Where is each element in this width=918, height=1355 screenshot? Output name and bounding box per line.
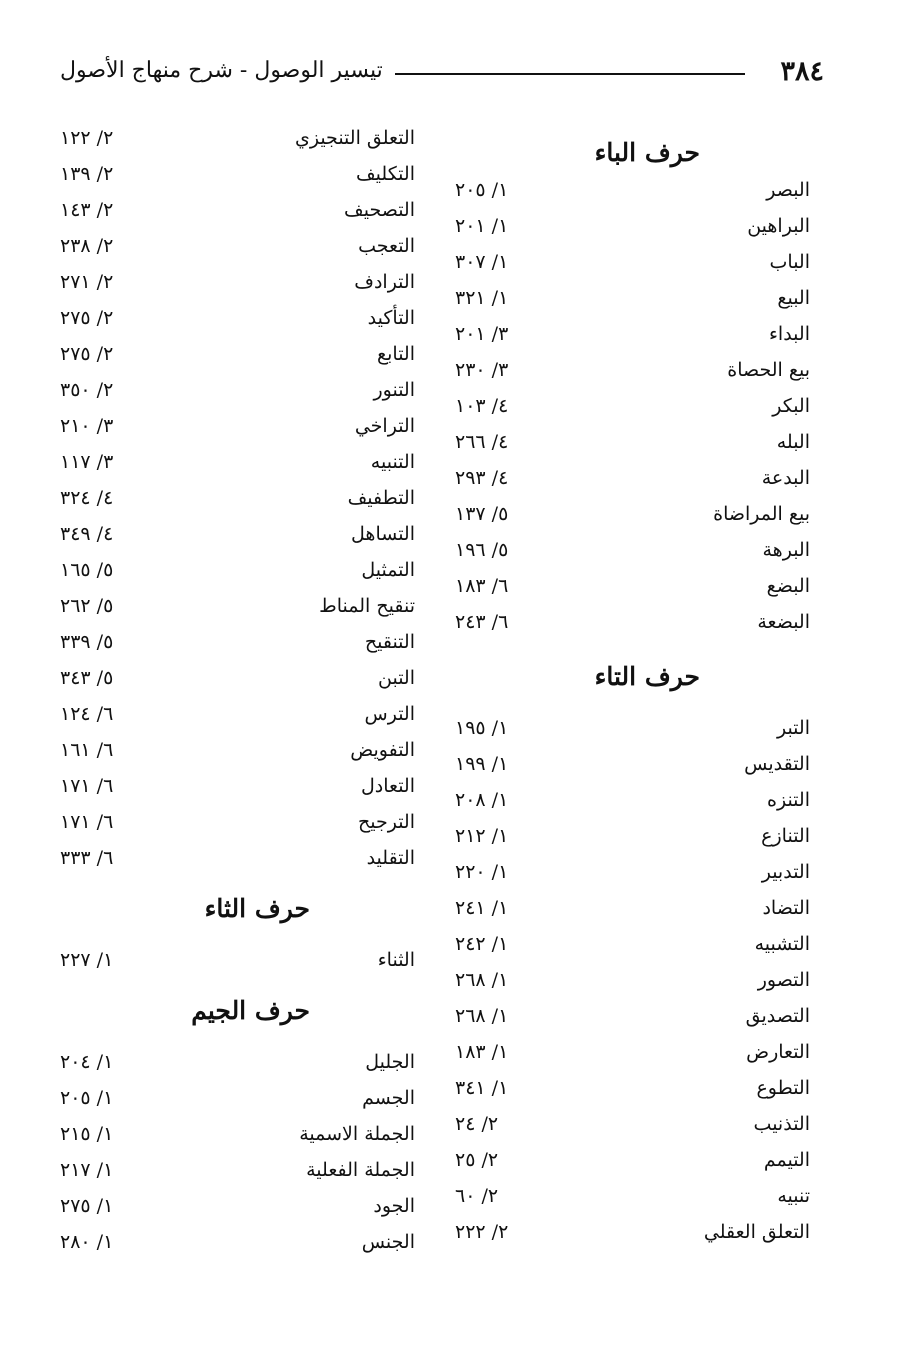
continued-ta-entries (60, 120, 415, 876)
entry-term: التكليف (356, 163, 415, 185)
index-entry (455, 244, 810, 280)
entry-term: التساهل (351, 523, 415, 545)
entry-reference: ١/ ٢٦٨ (455, 1005, 509, 1027)
index-entry (455, 352, 810, 388)
entry-term: الجسم (362, 1087, 415, 1109)
index-entry (60, 1044, 415, 1080)
entry-term: التصديق (745, 1005, 810, 1027)
entry-reference: ٣/ ٢٣٠ (455, 359, 509, 381)
entry-reference: ٥/ ٣٣٩ (60, 631, 114, 653)
entry-term: التصحيف (344, 199, 415, 221)
entry-reference: ٣/ ١١٧ (60, 451, 114, 473)
index-entry (60, 624, 415, 660)
index-entry (60, 408, 415, 444)
index-entry (455, 710, 810, 746)
entry-reference: ٦/ ١٧١ (60, 775, 114, 797)
entry-term: التفويض (350, 739, 415, 761)
index-entry (60, 336, 415, 372)
entry-reference: ١/ ٢١٥ (60, 1123, 114, 1145)
entry-reference: ٢/ ٢٧٥ (60, 307, 114, 329)
entry-term: التنازع (761, 825, 810, 847)
entry-term: الترس (364, 703, 415, 725)
entry-term: التبن (378, 667, 415, 689)
entry-reference: ٢/ ٦٠ (455, 1185, 499, 1207)
entry-reference: ٢/ ١٣٩ (60, 163, 114, 185)
entry-term: تنقيح المناط (319, 595, 415, 617)
page-number: ٣٨٤ (780, 56, 824, 87)
entry-term: الجليل (365, 1051, 415, 1073)
index-entry (60, 696, 415, 732)
index-entry (455, 926, 810, 962)
index-entry (60, 1080, 415, 1116)
entry-reference: ١/ ٢٤٢ (455, 933, 509, 955)
header-rule (395, 73, 745, 75)
index-entry (60, 942, 415, 978)
entry-term: التعلق التنجيزي (294, 127, 415, 149)
entry-reference: ١/ ١٩٩ (455, 753, 509, 775)
index-entry (455, 172, 810, 208)
index-entry (455, 1106, 810, 1142)
entry-term: التشبيه (754, 933, 810, 955)
entry-reference: ٢/ ٢٤ (455, 1113, 499, 1135)
index-entry (60, 840, 415, 876)
index-entry (455, 962, 810, 998)
index-entry (60, 1224, 415, 1260)
index-entry (455, 496, 810, 532)
entry-reference: ٤/ ٣٢٤ (60, 487, 114, 509)
entry-reference: ٢/ ٢٣٨ (60, 235, 114, 257)
entry-term: التدبير (761, 861, 810, 883)
index-entry (60, 516, 415, 552)
entry-term: التصور (757, 969, 810, 991)
entry-reference: ٤/ ٣٤٩ (60, 523, 114, 545)
section-ta-entries (455, 710, 810, 1250)
entry-term: البداء (769, 323, 810, 345)
entry-reference: ١/ ٢٠٥ (60, 1087, 114, 1109)
index-entry (60, 120, 415, 156)
index-entry (60, 444, 415, 480)
index-entry (60, 732, 415, 768)
book-title: تيسير الوصول - شرح منهاج الأصول (60, 58, 383, 83)
entry-reference: ١/ ٢١٧ (60, 1159, 114, 1181)
entry-reference: ٦/ ١٦١ (60, 739, 114, 761)
index-entry (60, 264, 415, 300)
entry-term: الجملة الفعلية (306, 1159, 415, 1181)
entry-term: التنقيح (364, 631, 415, 653)
entry-term: التابع (377, 343, 415, 365)
entry-term: التنور (373, 379, 415, 401)
entry-reference: ١/ ١٩٥ (455, 717, 509, 739)
index-entry (455, 1070, 810, 1106)
entry-term: الجنس (361, 1231, 415, 1253)
entry-term: بيع الحصاة (727, 359, 810, 381)
entry-term: التضاد (762, 897, 810, 919)
entry-reference: ١/ ٢٧٥ (60, 1195, 114, 1217)
index-entry (455, 818, 810, 854)
entry-reference: ٢/ ١٢٢ (60, 127, 114, 149)
entry-term: الثناء (377, 949, 415, 971)
entry-reference: ٦/ ٣٣٣ (60, 847, 114, 869)
index-entry (455, 1034, 810, 1070)
entry-reference: ٥/ ٢٦٢ (60, 595, 114, 617)
entry-term: تنبيه (777, 1185, 810, 1207)
entry-reference: ١/ ٣٠٧ (455, 251, 509, 273)
index-entry (455, 532, 810, 568)
entry-term: البرهة (762, 539, 810, 561)
entry-term: الجود (373, 1195, 415, 1217)
left-column (60, 120, 415, 1270)
right-column (455, 120, 810, 1270)
entry-reference: ١/ ٣٤١ (455, 1077, 509, 1099)
entry-reference: ١/ ٢٠٥ (455, 179, 509, 201)
entry-reference: ٤/ ٢٦٦ (455, 431, 509, 453)
entry-term: التطفيف (347, 487, 415, 509)
entry-reference: ٤/ ١٠٣ (455, 395, 509, 417)
index-entry (455, 782, 810, 818)
entry-term: التعجب (358, 235, 415, 257)
entry-reference: ١/ ٢١٢ (455, 825, 509, 847)
entry-reference: ٦/ ٢٤٣ (455, 611, 509, 633)
index-entry (60, 300, 415, 336)
section-heading-ba: حرف الباء (594, 138, 700, 167)
entry-reference: ٢/ ١٤٣ (60, 199, 114, 221)
entry-reference: ٦/ ١٢٤ (60, 703, 114, 725)
entry-reference: ٥/ ٣٤٣ (60, 667, 114, 689)
entry-term: التنبيه (370, 451, 415, 473)
entry-term: التأكيد (367, 307, 415, 329)
entry-reference: ١/ ٢٨٠ (60, 1231, 114, 1253)
index-entry (455, 1142, 810, 1178)
entry-reference: ١/ ٢٢٧ (60, 949, 114, 971)
index-entry (60, 228, 415, 264)
section-jim-entries (60, 1044, 415, 1260)
index-entry (60, 156, 415, 192)
entry-term: بيع المراضاة (713, 503, 810, 525)
entry-reference: ٢/ ٢٥ (455, 1149, 499, 1171)
entry-reference: ٢/ ٢٧١ (60, 271, 114, 293)
entry-term: التيمم (763, 1149, 810, 1171)
entry-term: البكر (772, 395, 810, 417)
index-entry (455, 1214, 810, 1250)
index-entry (60, 1116, 415, 1152)
entry-reference: ١/ ٢٠٤ (60, 1051, 114, 1073)
entry-term: البراهين (747, 215, 810, 237)
index-entry (60, 192, 415, 228)
entry-reference: ٥/ ١٩٦ (455, 539, 509, 561)
index-entry (60, 1188, 415, 1224)
index-entry (60, 804, 415, 840)
entry-term: التقليد (366, 847, 415, 869)
index-entry (455, 316, 810, 352)
entry-reference: ٦/ ١٨٣ (455, 575, 509, 597)
index-entry (455, 746, 810, 782)
entry-reference: ٥/ ١٦٥ (60, 559, 114, 581)
entry-term: البضع (766, 575, 810, 597)
entry-reference: ١/ ١٨٣ (455, 1041, 509, 1063)
index-entry (455, 388, 810, 424)
index-entry (455, 854, 810, 890)
entry-reference: ٣/ ٢١٠ (60, 415, 114, 437)
entry-term: البصر (766, 179, 810, 201)
section-heading-tha: حرف الثاء (204, 894, 310, 923)
index-entry (455, 424, 810, 460)
entry-reference: ٥/ ١٣٧ (455, 503, 509, 525)
entry-reference: ٣/ ٢٠١ (455, 323, 509, 345)
index-entry (60, 480, 415, 516)
entry-term: الجملة الاسمية (299, 1123, 415, 1145)
entry-term: التقديس (744, 753, 810, 775)
entry-term: التبر (776, 717, 810, 739)
index-entry (60, 372, 415, 408)
entry-reference: ١/ ٢٤١ (455, 897, 509, 919)
entry-reference: ٢/ ٣٥٠ (60, 379, 114, 401)
entry-term: التذنيب (753, 1113, 810, 1135)
entry-reference: ٢/ ٢٢٢ (455, 1221, 509, 1243)
entry-term: البيع (777, 287, 810, 309)
entry-term: التنزه (767, 789, 810, 811)
entry-reference: ١/ ٣٢١ (455, 287, 509, 309)
entry-term: التمثيل (361, 559, 415, 581)
index-entry (455, 280, 810, 316)
entry-term: الترادف (354, 271, 415, 293)
entry-term: التطوع (756, 1077, 810, 1099)
entry-term: التراخي (354, 415, 415, 437)
entry-reference: ٦/ ١٧١ (60, 811, 114, 833)
entry-reference: ١/ ٢٢٠ (455, 861, 509, 883)
index-entry (455, 998, 810, 1034)
index-entry (455, 1178, 810, 1214)
index-entry (455, 460, 810, 496)
entry-reference: ١/ ٢٠٨ (455, 789, 509, 811)
section-ba-entries (455, 172, 810, 640)
section-heading-ta: حرف التاء (594, 662, 700, 691)
entry-term: الباب (769, 251, 810, 273)
entry-term: الترجيح (357, 811, 415, 833)
index-entry (455, 890, 810, 926)
entry-term: التعادل (360, 775, 415, 797)
index-entry (60, 552, 415, 588)
entry-reference: ١/ ٢٠١ (455, 215, 509, 237)
entry-reference: ٤/ ٢٩٣ (455, 467, 509, 489)
entry-term: التعلق العقلي (703, 1221, 810, 1243)
index-entry (60, 660, 415, 696)
entry-reference: ٢/ ٢٧٥ (60, 343, 114, 365)
index-entry (455, 604, 810, 640)
entry-term: البدعة (761, 467, 810, 489)
entry-term: البله (776, 431, 810, 453)
section-heading-jim: حرف الجيم (191, 996, 310, 1025)
entry-term: التعارض (746, 1041, 810, 1063)
index-entry (455, 208, 810, 244)
entry-reference: ١/ ٢٦٨ (455, 969, 509, 991)
index-entry (60, 588, 415, 624)
page-header (60, 56, 832, 96)
section-tha-entries (60, 942, 415, 978)
index-entry (455, 568, 810, 604)
index-entry (60, 1152, 415, 1188)
entry-term: البضعة (757, 611, 810, 633)
index-entry (60, 768, 415, 804)
